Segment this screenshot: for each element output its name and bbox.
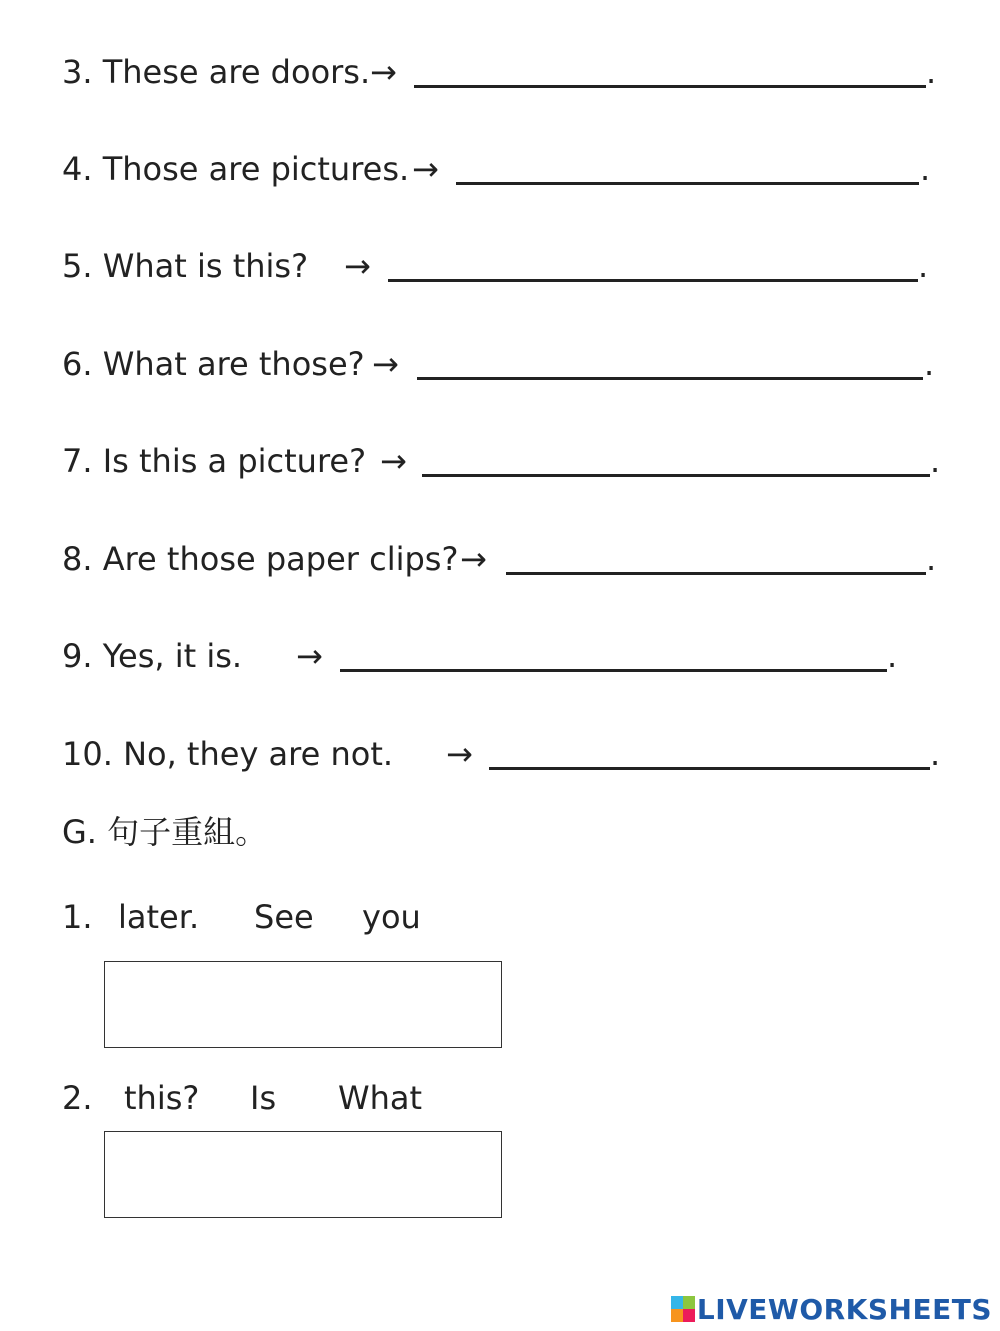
answer-input-3[interactable] bbox=[414, 56, 926, 88]
question-prompt: 8. Are those paper clips? bbox=[62, 540, 459, 578]
question-prompt: 4. Those are pictures. bbox=[62, 150, 410, 188]
answer-input-8[interactable] bbox=[506, 543, 926, 575]
scramble-answer-box-2[interactable] bbox=[104, 1131, 502, 1218]
arrow-icon: → bbox=[296, 637, 323, 675]
sentence-period: . bbox=[887, 637, 898, 675]
scramble-word: What bbox=[338, 1079, 423, 1117]
answer-input-4[interactable] bbox=[456, 153, 919, 185]
section-g-heading: G. 句子重組。 bbox=[62, 813, 268, 851]
scramble-word: Is bbox=[250, 1079, 277, 1117]
scramble-answer-box-1[interactable] bbox=[104, 961, 502, 1048]
scramble-word: you bbox=[362, 898, 421, 936]
sentence-period: . bbox=[930, 442, 941, 480]
sentence-period: . bbox=[926, 540, 937, 578]
question-prompt: 10. No, they are not. bbox=[62, 735, 394, 773]
question-prompt: 5. What is this? bbox=[62, 247, 309, 285]
scramble-number: 2. bbox=[62, 1079, 93, 1117]
sentence-period: . bbox=[930, 735, 941, 773]
arrow-icon: → bbox=[372, 345, 399, 383]
liveworksheets-logo bbox=[671, 1291, 992, 1327]
arrow-icon: → bbox=[370, 53, 397, 91]
logo-text: LIVEWORKSHEETS bbox=[696, 1292, 992, 1326]
answer-input-7[interactable] bbox=[422, 445, 930, 477]
scramble-word: later. bbox=[118, 898, 200, 936]
question-prompt: 3. These are doors. bbox=[62, 53, 371, 91]
arrow-icon: → bbox=[460, 540, 487, 578]
question-prompt: 6. What are those? bbox=[62, 345, 365, 383]
sentence-period: . bbox=[920, 150, 931, 188]
sentence-period: . bbox=[926, 53, 937, 91]
arrow-icon: → bbox=[344, 247, 371, 285]
question-prompt: 9. Yes, it is. bbox=[62, 637, 243, 675]
arrow-icon: → bbox=[412, 150, 439, 188]
arrow-icon: → bbox=[446, 735, 473, 773]
scramble-number: 1. bbox=[62, 898, 93, 936]
question-prompt: 7. Is this a picture? bbox=[62, 442, 367, 480]
answer-input-9[interactable] bbox=[340, 640, 887, 672]
answer-input-10[interactable] bbox=[489, 738, 930, 770]
answer-input-5[interactable] bbox=[388, 250, 918, 282]
arrow-icon: → bbox=[380, 442, 407, 480]
sentence-period: . bbox=[924, 345, 935, 383]
scramble-word: See bbox=[254, 898, 314, 936]
answer-input-6[interactable] bbox=[417, 348, 923, 380]
scramble-word: this? bbox=[124, 1079, 200, 1117]
sentence-period: . bbox=[918, 247, 929, 285]
liveworksheets-logo-icon bbox=[671, 1296, 695, 1322]
